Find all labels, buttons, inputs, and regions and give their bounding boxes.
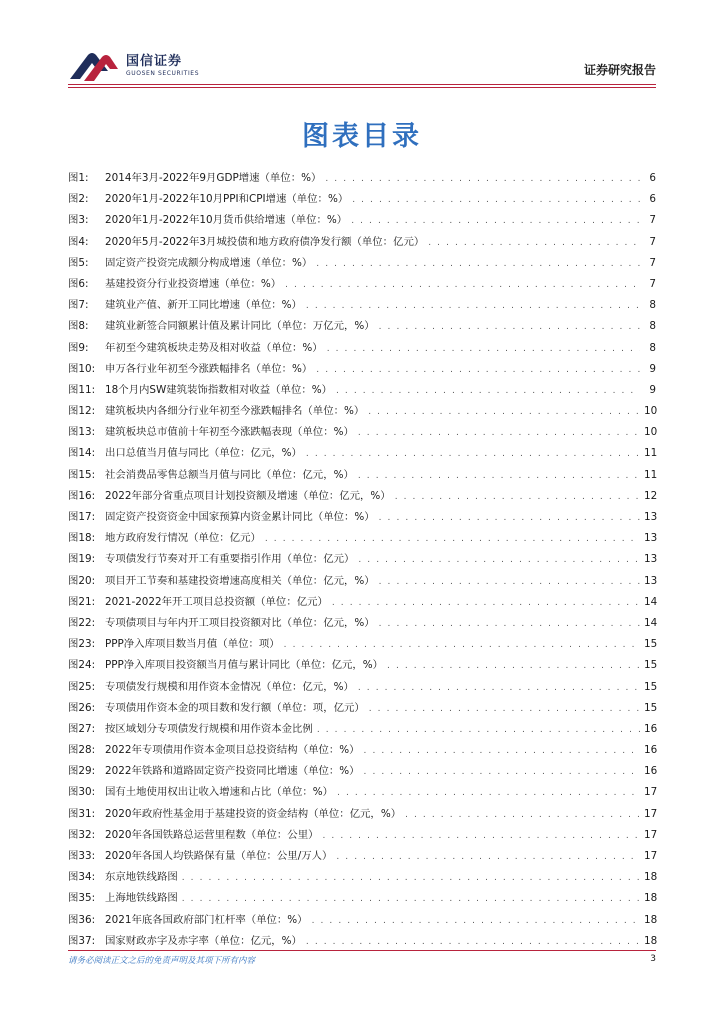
toc-page-number: 9 — [649, 383, 656, 396]
toc-figure-number: 图29: — [68, 765, 96, 778]
toc-figure-number: 图27: — [68, 722, 96, 735]
toc-leader-dots — [316, 254, 640, 275]
toc-entry[interactable] — [68, 443, 656, 464]
header-divider-thin — [68, 87, 656, 88]
toc-leader-dots — [379, 508, 640, 529]
toc-figure-title: 项目开工节奏和基建投资增速高度相关（单位：亿元，%） — [105, 574, 375, 587]
toc-leader-dots — [306, 444, 640, 465]
report-type-label: 证券研究报告 — [583, 63, 656, 77]
toc-page-number: 13 — [644, 574, 658, 587]
toc-entry[interactable] — [68, 740, 656, 761]
toc-page-number: 14 — [644, 595, 658, 608]
toc-page-number: 9 — [649, 362, 656, 375]
toc-entry[interactable] — [68, 613, 656, 634]
toc-figure-title: 按区域划分专项债发行规模和用作资本金比例 — [105, 722, 313, 735]
toc-figure-title: 2020年5月-2022年3月城投债和地方政府债净发行额（单位：亿元） — [105, 235, 425, 248]
toc-page-number: 18 — [644, 913, 658, 926]
toc-figure-number: 图5: — [68, 256, 89, 269]
toc-figure-title: 2022年部分省重点项目计划投资额及增速（单位：亿元，%） — [105, 489, 391, 502]
toc-entry[interactable] — [68, 867, 656, 888]
toc-figure-title: 申万各行业年初至今涨跌幅排名（单位：%） — [105, 362, 313, 375]
toc-entry[interactable] — [68, 677, 656, 698]
toc-figure-title: 建筑板块内各细分行业年初至今涨跌幅排名（单位：%） — [105, 405, 365, 418]
toc-figure-number: 图15: — [68, 468, 96, 481]
toc-leader-dots — [327, 339, 640, 360]
toc-entry[interactable] — [68, 910, 656, 931]
page-number: 3 — [650, 954, 656, 964]
toc-leader-dots — [387, 656, 640, 677]
toc-figure-number: 图4: — [68, 235, 89, 248]
toc-figure-number: 图16: — [68, 489, 96, 502]
toc-leader-dots — [395, 487, 640, 508]
toc-page-number: 15 — [644, 680, 658, 693]
toc-leader-dots — [325, 169, 640, 190]
toc-figure-number: 图18: — [68, 532, 96, 545]
toc-entry[interactable] — [68, 634, 656, 655]
toc-page-number: 7 — [649, 277, 656, 290]
toc-figure-title: 2022年铁路和道路固定资产投资同比增速（单位：%） — [105, 765, 360, 778]
toc-entry[interactable] — [68, 486, 656, 507]
toc-figure-title: 2020年1月-2022年10月PPI和CPI增速（单位：%） — [105, 193, 349, 206]
toc-leader-dots — [284, 635, 640, 656]
toc-figure-number: 图26: — [68, 701, 96, 714]
toc-figure-title: 固定资产投资资金中国家预算内资金累计同比（单位：%） — [105, 511, 375, 523]
toc-entry[interactable] — [68, 295, 656, 316]
toc-entry[interactable] — [68, 359, 656, 380]
toc-figure-title: 固定资产投资完成额分构成增速（单位：%） — [105, 256, 313, 269]
toc-figure-number: 图3: — [68, 214, 89, 227]
toc-entry[interactable] — [68, 465, 656, 486]
toc-page-number: 15 — [644, 638, 658, 651]
toc-figure-number: 图23: — [68, 638, 96, 651]
toc-entry[interactable] — [68, 655, 656, 676]
toc-figure-title: 2021年底各国政府部门杠杆率（单位：%） — [105, 913, 308, 926]
toc-leader-dots — [336, 381, 640, 402]
toc-figure-title: 建筑业新签合同额累计值及累计同比（单位：万亿元，%） — [105, 320, 375, 333]
toc-leader-dots — [358, 423, 640, 444]
toc-figure-number: 图11: — [68, 383, 96, 396]
toc-figure-title: 专项债项目与年内开工项目投资额对比（单位：亿元，%） — [105, 616, 375, 629]
toc-leader-dots — [317, 720, 640, 741]
toc-figure-number: 图14: — [68, 447, 96, 460]
toc-page-number: 13 — [644, 511, 658, 523]
toc-entry[interactable] — [68, 507, 656, 528]
toc-leader-dots — [358, 678, 640, 699]
toc-page-number: 16 — [644, 765, 658, 778]
toc-entry[interactable] — [68, 380, 656, 401]
toc-figure-title: 上海地铁线路图 — [105, 892, 178, 905]
toc-leader-dots — [316, 360, 640, 381]
toc-page-number: 10 — [644, 426, 658, 439]
toc-page-number: 13 — [644, 553, 658, 566]
toc-page-number: 12 — [644, 489, 658, 502]
toc-entry[interactable] — [68, 931, 656, 952]
toc-leader-dots — [285, 275, 640, 296]
toc-entry[interactable] — [68, 316, 656, 337]
toc-entry[interactable] — [68, 274, 656, 295]
toc-page-number: 18 — [644, 871, 658, 884]
toc-entry[interactable] — [68, 338, 656, 359]
header-divider — [68, 84, 656, 85]
toc-figure-title: 2022年专项债用作资本金项目总投资结构（单位：%） — [105, 744, 360, 757]
toc-leader-dots — [428, 233, 640, 254]
toc-figure-title: 地方政府发行情况（单位：亿元） — [105, 532, 261, 545]
toc-leader-dots — [364, 762, 640, 783]
toc-page-number: 17 — [644, 850, 658, 862]
toc-figure-number: 图34: — [68, 871, 96, 884]
toc-leader-dots — [306, 296, 640, 317]
toc-figure-title: 建筑业产值、新开工同比增速（单位：%） — [105, 299, 302, 312]
toc-figure-number: 图37: — [68, 934, 96, 947]
toc-page-number: 15 — [644, 659, 658, 672]
toc-page-number: 6 — [649, 172, 656, 184]
toc-figure-title: 专项债发行节奏对开工有重要指引作用（单位：亿元） — [105, 553, 355, 566]
toc-leader-dots — [351, 211, 640, 232]
toc-figure-title: 2021-2022年开工项目总投资额（单位：亿元） — [105, 595, 328, 608]
toc-page-number: 8 — [649, 299, 656, 312]
toc-page-number: 7 — [649, 214, 656, 227]
toc-figure-title: PPP净入库项目数当月值（单位：项） — [105, 638, 280, 651]
toc-figure-title: 专项债发行规模和用作资本金情况（单位：亿元，%） — [105, 680, 354, 693]
logo-english-name: GUOSEN SECURITIES — [126, 70, 200, 77]
toc-figure-title: 年初至今建筑板块走势及相对收益（单位：%） — [105, 341, 323, 354]
toc-page-number: 8 — [649, 341, 656, 354]
toc-figure-number: 图2: — [68, 193, 89, 206]
toc-figure-number: 图1: — [68, 172, 89, 184]
toc-figure-number: 图6: — [68, 277, 89, 290]
toc-page-number: 8 — [649, 320, 656, 333]
toc-figure-title: 国家财政赤字及赤字率（单位：亿元，%） — [105, 934, 302, 947]
toc-entry[interactable] — [68, 422, 656, 443]
toc-entry[interactable] — [68, 571, 656, 592]
toc-figure-number: 图13: — [68, 426, 96, 439]
toc-figure-title: 2020年1月-2022年10月货币供给增速（单位：%） — [105, 214, 348, 227]
toc-entry[interactable] — [68, 168, 656, 189]
toc-leader-dots — [332, 593, 640, 614]
toc-leader-dots — [379, 572, 640, 593]
toc-entry[interactable] — [68, 888, 656, 909]
toc-entry[interactable] — [68, 253, 656, 274]
toc-entry[interactable] — [68, 592, 656, 613]
toc-page-number: 15 — [644, 701, 658, 714]
toc-leader-dots — [368, 402, 640, 423]
toc-figure-title: 基建投资分行业投资增速（单位：%） — [105, 277, 282, 290]
footer-divider — [68, 950, 656, 951]
toc-figure-number: 图22: — [68, 616, 96, 629]
toc-figure-number: 图19: — [68, 553, 96, 566]
toc-page-number: 16 — [644, 744, 658, 757]
toc-figure-number: 图21: — [68, 595, 96, 608]
toc-figure-title: 建筑板块总市值前十年初至今涨跌幅表现（单位：%） — [105, 426, 354, 439]
figure-list — [68, 168, 656, 952]
toc-figure-number: 图35: — [68, 892, 96, 905]
toc-leader-dots — [337, 783, 640, 804]
toc-leader-dots — [379, 614, 640, 635]
toc-figure-title: 18个月内SW建筑装饰指数相对收益（单位：%） — [105, 383, 332, 396]
toc-figure-title: 出口总值当月值与同比（单位：亿元，%） — [105, 447, 302, 460]
toc-entry[interactable] — [68, 825, 656, 846]
toc-figure-number: 图32: — [68, 828, 96, 841]
toc-leader-dots — [322, 826, 640, 847]
toc-leader-dots — [405, 805, 640, 826]
toc-page-number: 17 — [644, 786, 658, 799]
toc-leader-dots — [312, 911, 640, 932]
toc-entry[interactable] — [68, 719, 656, 740]
toc-figure-title: 社会消费品零售总额当月值与同比（单位：亿元，%） — [105, 468, 354, 481]
toc-figure-title: 2020年各国人均铁路保有量（单位：公里/万人） — [105, 850, 333, 862]
guosen-logo — [68, 48, 199, 84]
toc-entry[interactable] — [68, 401, 656, 422]
toc-leader-dots — [336, 847, 640, 868]
toc-page-number: 10 — [644, 405, 658, 418]
toc-figure-number: 图24: — [68, 659, 96, 672]
toc-figure-title: 2020年各国铁路总运营里程数（单位：公里） — [105, 828, 319, 841]
toc-leader-dots — [358, 550, 640, 571]
toc-page-number: 11 — [644, 447, 658, 460]
toc-figure-number: 图36: — [68, 913, 96, 926]
toc-figure-title: 专项债用作资本金的项目数和发行额（单位：项，亿元） — [105, 701, 365, 714]
toc-page-number: 13 — [644, 532, 658, 545]
logo-mark-icon — [68, 49, 120, 83]
toc-entry[interactable] — [68, 528, 656, 549]
toc-figure-number: 图7: — [68, 299, 89, 312]
toc-entry[interactable] — [68, 782, 656, 803]
toc-leader-dots — [352, 190, 640, 211]
logo-chinese-name: 国信证券 — [126, 54, 183, 69]
toc-page-number: 18 — [644, 934, 658, 947]
toc-figure-number: 图10: — [68, 362, 96, 375]
toc-figure-number: 图31: — [68, 807, 96, 820]
toc-page-number: 7 — [649, 256, 656, 269]
toc-figure-title: 国有土地使用权出让收入增速和占比（单位：%） — [105, 786, 334, 799]
toc-leader-dots — [182, 868, 640, 889]
toc-figure-number: 图28: — [68, 744, 96, 757]
toc-entry[interactable] — [68, 232, 656, 253]
toc-figure-title: 2014年3月-2022年9月GDP增速（单位：%） — [105, 172, 322, 184]
toc-entry[interactable] — [68, 846, 656, 867]
toc-leader-dots — [364, 741, 640, 762]
toc-figure-title: 2020年政府性基金用于基建投资的资金结构（单位：亿元，%） — [105, 807, 402, 820]
toc-figure-title: 东京地铁线路图 — [105, 871, 178, 884]
toc-page-number: 14 — [644, 616, 658, 629]
toc-entry[interactable] — [68, 761, 656, 782]
toc-figure-number: 图17: — [68, 511, 96, 523]
toc-page-number: 17 — [644, 807, 658, 820]
toc-page-number: 16 — [644, 722, 658, 735]
toc-entry[interactable] — [68, 210, 656, 231]
toc-figure-number: 图8: — [68, 320, 89, 333]
toc-leader-dots — [265, 529, 640, 550]
toc-figure-number: 图20: — [68, 574, 96, 587]
toc-entry[interactable] — [68, 549, 656, 570]
toc-leader-dots — [379, 317, 640, 338]
toc-figure-number: 图12: — [68, 405, 96, 418]
toc-entry[interactable] — [68, 189, 656, 210]
toc-page-number: 17 — [644, 828, 658, 841]
toc-figure-number: 图30: — [68, 786, 96, 799]
toc-leader-dots — [182, 889, 640, 910]
toc-figure-number: 图9: — [68, 341, 89, 354]
toc-leader-dots — [358, 466, 640, 487]
toc-page-number: 11 — [644, 468, 658, 481]
toc-figure-number: 图25: — [68, 680, 96, 693]
toc-leader-dots — [369, 699, 640, 720]
page-header — [68, 48, 656, 86]
toc-entry[interactable] — [68, 698, 656, 719]
toc-page-number: 18 — [644, 892, 658, 905]
toc-page-number: 7 — [649, 235, 656, 248]
footer-disclaimer: 请务必阅读正文之后的免责声明及其项下所有内容 — [68, 956, 256, 966]
toc-figure-number: 图33: — [68, 850, 96, 862]
toc-figure-title: PPP净入库项目投资额当月值与累计同比（单位：亿元，%） — [105, 659, 384, 672]
page-title: 图表目录 — [302, 121, 422, 152]
toc-entry[interactable] — [68, 804, 656, 825]
toc-page-number: 6 — [649, 193, 656, 206]
